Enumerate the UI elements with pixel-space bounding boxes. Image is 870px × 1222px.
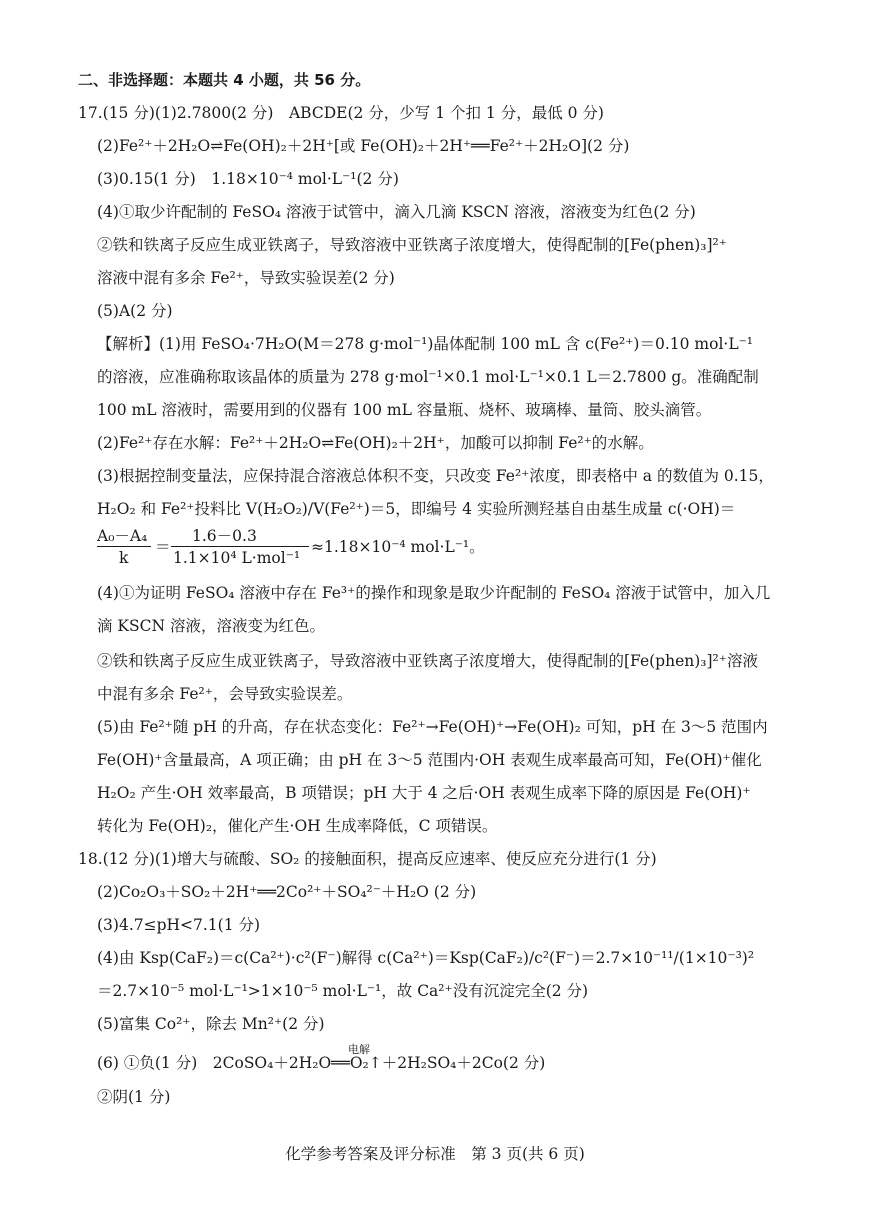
q18-answer-line-3: (3)4.7≤pH<7.1(1 分) [97, 916, 261, 934]
section-heading: 二、非选择题：本题共 4 小题，共 56 分。 [78, 71, 371, 89]
q17-analysis-line-8: 滴 KSCN 溶液，溶液变为红色。 [97, 617, 325, 635]
fraction-denominator: k [119, 549, 129, 567]
page-footer: 化学参考答案及评分标准 第 3 页(共 6 页) [285, 1145, 585, 1163]
q18-answer-line-6: (5)富集 Co²⁺，除去 Mn²⁺(2 分) [97, 1015, 325, 1033]
q17-analysis-line-4: (2)Fe²⁺存在水解：Fe²⁺＋2H₂O⇌Fe(OH)₂＋2H⁺，加酸可以抑制 Fe²⁺的水解。 [97, 434, 654, 452]
q17-analysis-line-5: (3)根据控制变量法，应保持混合溶液总体积不变，只改变 Fe²⁺浓度，即表格中 a 的数值为 0.15， [97, 467, 774, 485]
fraction-result: ≈1.18×10⁻⁴ mol·L⁻¹。 [311, 538, 485, 556]
q18-answer-line-8: ②阴(1 分) [97, 1088, 171, 1106]
q17-analysis-line-3: 100 mL 溶液时，需要用到的仪器有 100 mL 容量瓶、烧杯、玻璃棒、量筒、胶头滴管。 [97, 401, 712, 419]
q17-answer-line-4: (4)①取少许配制的 FeSO₄ 溶液于试管中，滴入几滴 KSCN 溶液，溶液变为红色(2 分) [97, 203, 696, 221]
q17-analysis-line-6: H₂O₂ 和 Fe²⁺投料比 V(H₂O₂)/V(Fe²⁺)＝5，即编号 4 实验所测羟基自由基生成量 c(·OH)＝ [97, 500, 736, 518]
q17-analysis-line-11: (5)由 Fe²⁺随 pH 的升高，存在状态变化：Fe²⁺→Fe(OH)⁺→Fe(OH)₂ 可知，pH 在 3～5 范围内 [97, 718, 768, 736]
fraction-bar [171, 546, 309, 547]
q17-analysis-line-10: 中混有多余 Fe²⁺，会导致实验误差。 [97, 685, 353, 703]
q18-answer-line-5: ＝2.7×10⁻⁵ mol·L⁻¹>1×10⁻⁵ mol·L⁻¹，故 Ca²⁺没有沉淀完全(2 分) [97, 982, 589, 1000]
q17-answer-line-7: (5)A(2 分) [97, 302, 173, 320]
fraction-mid-denominator: 1.1×10⁴ L·mol⁻¹ [173, 549, 301, 567]
q17-analysis-line-9: ②铁和铁离子反应生成亚铁离子，导致溶液中亚铁离子浓度增大，使得配制的[Fe(phen)₃]²⁺溶液 [97, 652, 758, 670]
q17-analysis-line-2: 的溶液，应准确称取该晶体的质量为 278 g·mol⁻¹×0.1 mol·L⁻¹×0.1 L＝2.7800 g。准确配制 [97, 368, 759, 386]
electrolysis-label: 电解 [348, 1043, 370, 1056]
q18-answer-line-2: (2)Co₂O₃＋SO₂＋2H⁺══2Co²⁺＋SO₄²⁻＋H₂O (2 分) [97, 883, 477, 901]
q17-analysis-line-14: 转化为 Fe(OH)₂，催化产生·OH 生成率降低，C 项错误。 [97, 817, 498, 835]
fraction-numerator: A₀－A₄ [97, 527, 148, 545]
calculation-fraction: A₀－A₄ k ＝ 1.6－0.3 1.1×10⁴ L·mol⁻¹ ≈1.18×10⁻⁴ mol·L⁻¹。 [97, 527, 485, 567]
q17-analysis-line-1: 【解析】(1)用 FeSO₄·7H₂O(M＝278 g·mol⁻¹)晶体配制 100 mL 含 c(Fe²⁺)＝0.10 mol·L⁻¹ [97, 335, 754, 353]
q18-answer-line-1: 18.(12 分)(1)增大与硫酸、SO₂ 的接触面积，提高反应速率、使反应充分进行(1 分) [78, 850, 657, 868]
q17-analysis-line-12: Fe(OH)⁺含量最高，A 项正确；由 pH 在 3～5 范围内·OH 表观生成率最高可知，Fe(OH)⁺催化 [97, 751, 762, 769]
q17-answer-line-1: 17.(15 分)(1)2.7800(2 分) ABCDE(2 分，少写 1 个扣 1 分，最低 0 分) [78, 104, 604, 122]
q17-answer-line-5: ②铁和铁离子反应生成亚铁离子，导致溶液中亚铁离子浓度增大，使得配制的[Fe(phen)₃]²⁺ [97, 236, 727, 254]
fraction-mid-numerator: 1.6－0.3 [192, 527, 257, 545]
q18-answer-line-7: (6) ①负(1 分) 2CoSO₄＋2H₂O══O₂↑＋2H₂SO₄＋2Co(2 分) [97, 1054, 546, 1072]
fraction-bar [97, 546, 151, 547]
q17-answer-line-6: 溶液中混有多余 Fe²⁺，导致实验误差(2 分) [97, 269, 395, 287]
q17-analysis-line-13: H₂O₂ 产生·OH 效率最高，B 项错误；pH 大于 4 之后·OH 表观生成率下降的原因是 Fe(OH)⁺ [97, 784, 751, 802]
q17-analysis-line-7: (4)①为证明 FeSO₄ 溶液中存在 Fe³⁺的操作和现象是取少许配制的 FeSO₄ 溶液于试管中，加入几 [97, 584, 771, 602]
q18-answer-line-4: (4)由 Ksp(CaF₂)＝c(Ca²⁺)·c²(F⁻)解得 c(Ca²⁺)＝Ksp(CaF₂)/c²(F⁻)＝2.7×10⁻¹¹/(1×10⁻³)² [97, 949, 755, 967]
q17-answer-line-3: (3)0.15(1 分) 1.18×10⁻⁴ mol·L⁻¹(2 分) [97, 170, 399, 188]
q17-answer-line-2: (2)Fe²⁺＋2H₂O⇌Fe(OH)₂＋2H⁺[或 Fe(OH)₂＋2H⁺══Fe²⁺＋2H₂O](2 分) [97, 137, 630, 155]
